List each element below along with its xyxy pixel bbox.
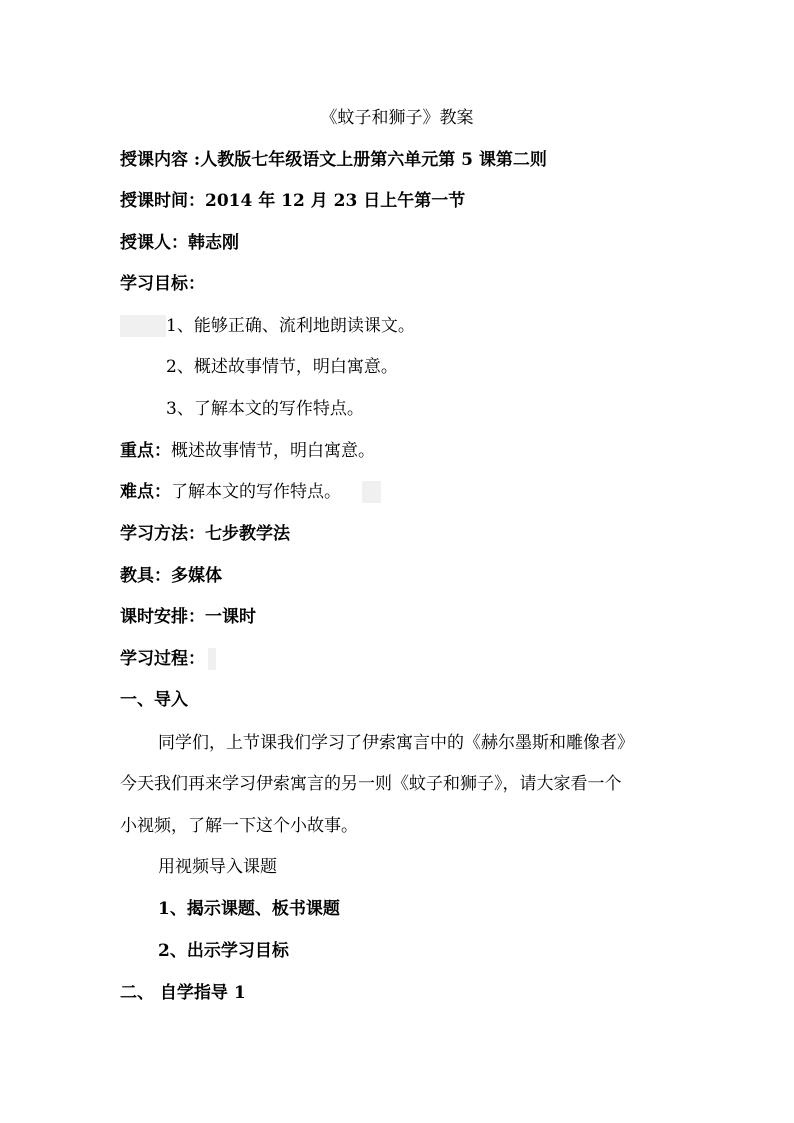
lesson-time-label: 授课时间： bbox=[120, 191, 205, 211]
objective-item-2: 2、概述故事情节，明白寓意。 bbox=[166, 357, 398, 377]
intro-paragraph-line-3: 小视频，了解一下这个小故事。 bbox=[120, 816, 358, 836]
schedule-label: 课时安排： bbox=[120, 607, 205, 627]
section1-heading: 一、导入 bbox=[120, 690, 188, 710]
highlight-shade bbox=[208, 648, 216, 670]
difficulty-value: 了解本文的写作特点。 bbox=[171, 482, 341, 502]
schedule-line bbox=[120, 606, 256, 628]
lesson-content-value: 人教版七年级语文上册第六单元第 5 课第二则 bbox=[200, 150, 547, 170]
method-value: 七步教学法 bbox=[205, 524, 290, 544]
teacher-line bbox=[120, 232, 239, 254]
method-label: 学习方法： bbox=[120, 524, 205, 544]
lesson-time-line bbox=[120, 190, 465, 212]
step-item-2: 2、出示学习目标 bbox=[158, 941, 289, 961]
intro-paragraph-line-2: 今天我们再来学习伊索寓言的另一则《蚊子和狮子》，请大家看一个 bbox=[120, 774, 622, 794]
teacher-label: 授课人： bbox=[120, 233, 188, 253]
key-point-value: 概述故事情节，明白寓意。 bbox=[171, 441, 375, 461]
tools-value: 多媒体 bbox=[171, 566, 222, 586]
objective-item-1: 1、能够正确、流利地朗读课文。 bbox=[166, 316, 415, 336]
intro-paragraph-line-1: 同学们，上节课我们学习了伊索寓言中的《赫尔墨斯和雕像者》 bbox=[158, 733, 634, 753]
section2-heading: 二、 自学指导 1 bbox=[120, 983, 246, 1003]
tools-line bbox=[120, 565, 222, 587]
objective-item-3: 3、了解本文的写作特点。 bbox=[166, 399, 364, 419]
lesson-time-value: 2014 年 12 月 23 日上午第一节 bbox=[205, 191, 466, 211]
objectives-heading: 学习目标： bbox=[120, 274, 205, 294]
key-point-label: 重点： bbox=[120, 441, 171, 461]
schedule-value: 一课时 bbox=[205, 607, 256, 627]
video-intro-line: 用视频导入课题 bbox=[158, 857, 277, 877]
lesson-content-line bbox=[120, 149, 547, 171]
teacher-value: 韩志刚 bbox=[188, 233, 239, 253]
key-point-line bbox=[120, 440, 375, 462]
step-item-1: 1、揭示课题、板书课题 bbox=[158, 899, 340, 919]
difficulty-line bbox=[120, 481, 341, 503]
lesson-content-label: 授课内容 : bbox=[120, 150, 201, 170]
highlight-shade bbox=[120, 315, 166, 337]
method-line bbox=[120, 523, 290, 545]
highlight-shade bbox=[362, 481, 381, 503]
difficulty-label: 难点： bbox=[120, 482, 171, 502]
tools-label: 教具： bbox=[120, 566, 171, 586]
document-title: 《蚊子和狮子》教案 bbox=[320, 108, 474, 128]
process-heading: 学习过程： bbox=[120, 649, 205, 669]
